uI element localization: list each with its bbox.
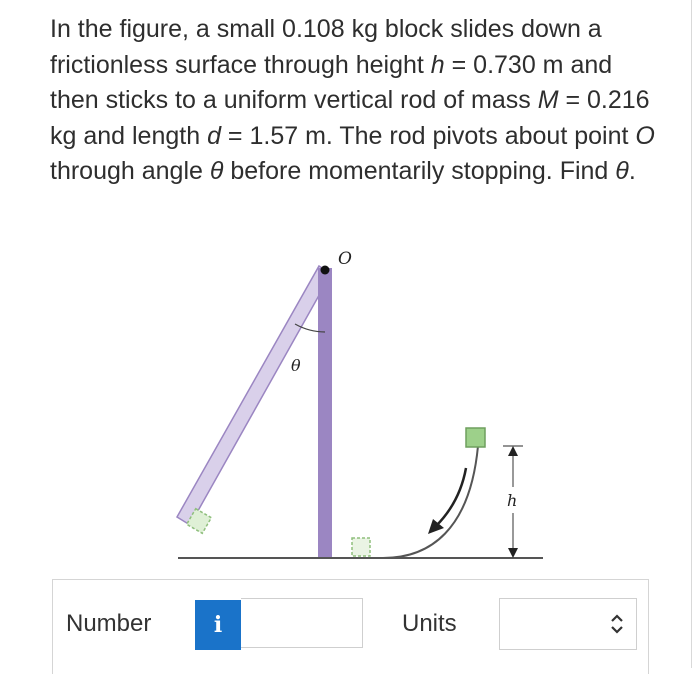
number-input[interactable] bbox=[241, 598, 363, 648]
answer-row bbox=[52, 579, 649, 674]
info-button[interactable] bbox=[195, 600, 241, 650]
vertical-rod bbox=[318, 268, 332, 558]
variable-theta: θ bbox=[615, 157, 629, 185]
height-arrow-down-icon bbox=[508, 548, 518, 558]
pivot-point bbox=[321, 266, 330, 275]
info-icon: i bbox=[213, 612, 223, 638]
tilted-rod bbox=[177, 266, 331, 525]
height-label: h bbox=[507, 491, 518, 510]
question-text-part: through angle bbox=[50, 157, 210, 185]
physics-figure bbox=[0, 230, 692, 570]
units-label: Units bbox=[402, 610, 457, 637]
question-text-part: = 1.57 m. The rod pivots about point bbox=[220, 121, 636, 150]
number-label: Number bbox=[66, 610, 152, 637]
frictionless-surface bbox=[383, 446, 478, 558]
question-text-part: = 0.216 kg and length bbox=[50, 86, 650, 150]
chevron-up-down-icon bbox=[610, 613, 624, 635]
question-text bbox=[50, 12, 660, 190]
pivot-label: O bbox=[338, 249, 352, 269]
sliding-block bbox=[466, 428, 485, 447]
block-bottom-dashed bbox=[352, 538, 370, 556]
variable-theta: θ bbox=[209, 157, 224, 185]
angle-label: θ bbox=[291, 356, 301, 375]
question-text-part: In the figure, a small 0.108 kg block slides down a frictionless surface through height bbox=[50, 15, 602, 79]
units-select[interactable] bbox=[499, 598, 637, 650]
variable-h: h bbox=[430, 50, 445, 79]
variable-o: O bbox=[635, 121, 655, 150]
question-text-part: = 0.730 m and then sticks to a uniform vertical rod of mass bbox=[50, 50, 613, 114]
question-text-part: before momentarily stopping. Find bbox=[223, 157, 616, 185]
variable-d: d bbox=[207, 121, 221, 150]
motion-arrow bbox=[436, 468, 466, 526]
variable-m: M bbox=[537, 86, 559, 114]
question-text-part: . bbox=[628, 157, 636, 185]
height-arrow-up-icon bbox=[508, 446, 518, 456]
